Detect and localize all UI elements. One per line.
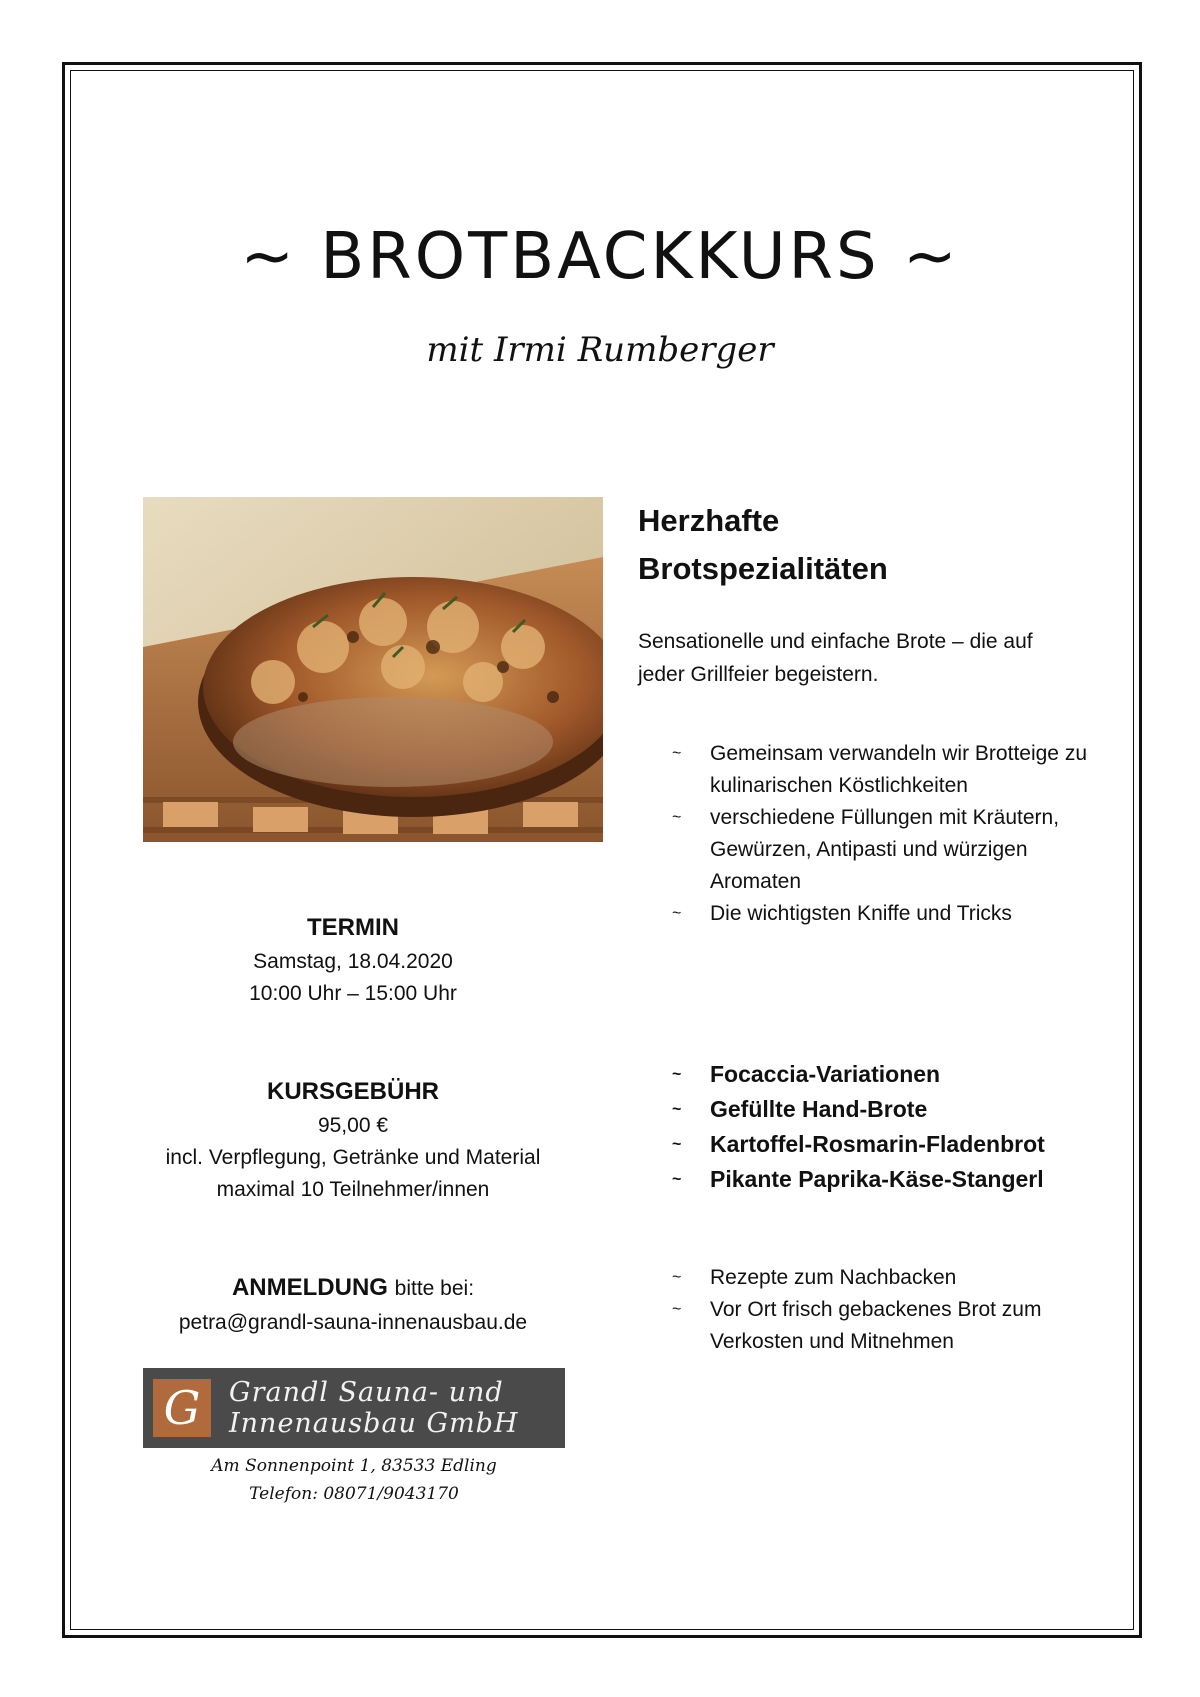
g-logo-icon: G xyxy=(153,1379,211,1437)
company-logo xyxy=(143,1368,565,1448)
termin-label: TERMIN xyxy=(307,914,399,941)
page-title: ~ BROTBACKKURS ~ xyxy=(240,220,960,294)
tilde-bullet-icon: ~ xyxy=(672,1101,682,1118)
list-item: ~ Gemeinsam verwandeln wir Brotteige zu kulinarischen Köstlichkeiten xyxy=(672,738,1092,802)
tilde-bullet-icon: ~ xyxy=(672,1269,682,1286)
heading-line-1: Herzhafte xyxy=(638,503,780,538)
company-address: Am Sonnenpoint 1, 83533 Edling xyxy=(211,1456,497,1476)
heading-line-2: Brotspezialitäten xyxy=(638,551,888,586)
tilde-bullet-icon: ~ xyxy=(672,809,682,826)
list-item: ~ Rezepte zum Nachbacken xyxy=(672,1262,1092,1294)
list-item: ~ verschiedene Füllungen mit Kräutern, Gewürzen, Antipasti und würzigen Aromaten xyxy=(672,802,1092,898)
tilde-bullet-icon: ~ xyxy=(672,745,682,762)
focaccia-bread-photo xyxy=(143,497,603,842)
bread-varieties-list xyxy=(672,1057,1092,1197)
fee-price: 95,00 € xyxy=(317,1114,389,1137)
termin-block xyxy=(143,910,563,1010)
company-name xyxy=(229,1377,519,1439)
termin-time: 10:00 Uhr – 15:00 Uhr xyxy=(249,982,457,1005)
tilde-bullet-icon: ~ xyxy=(672,1171,682,1188)
tilde-bullet-icon: ~ xyxy=(672,905,682,922)
tilde-bullet-icon: ~ xyxy=(672,1301,682,1318)
intro-text: Sensationelle und einfache Brote – die auf jeder Grillfeier begeistern. xyxy=(638,630,1033,686)
extras-list xyxy=(672,1262,1092,1358)
features-list xyxy=(672,738,1092,930)
list-item: ~ Vor Ort frisch gebackenes Brot zum Verkosten und Mitnehmen xyxy=(672,1294,1092,1358)
fee-block xyxy=(143,1074,563,1206)
registration-label: ANMELDUNG xyxy=(231,1274,388,1301)
company-phone: Telefon: 08071/9043170 xyxy=(249,1484,459,1504)
registration-suffix: bitte bei: xyxy=(394,1277,475,1300)
registration-heading xyxy=(143,1270,563,1307)
list-item: ~ Pikante Paprika-Käse-Stangerl xyxy=(672,1162,1092,1197)
tilde-bullet-icon: ~ xyxy=(672,1136,682,1153)
list-item: ~ Kartoffel-Rosmarin-Fladenbrot xyxy=(672,1127,1092,1162)
registration-email[interactable]: petra@grandl-sauna-innenausbau.de xyxy=(178,1311,528,1334)
company-contact xyxy=(143,1452,565,1508)
list-item: ~ Die wichtigsten Kniffe und Tricks xyxy=(672,898,1092,930)
tilde-bullet-icon: ~ xyxy=(672,1066,682,1083)
termin-date: Samstag, 18.04.2020 xyxy=(253,950,453,973)
company-name-line-1: Grandl Sauna- und xyxy=(229,1377,504,1408)
section-heading xyxy=(638,497,1098,593)
list-item: ~ Gefüllte Hand-Brote xyxy=(672,1092,1092,1127)
fee-max-participants: maximal 10 Teilnehmer/innen xyxy=(216,1178,490,1201)
fee-label: KURSGEBÜHR xyxy=(266,1078,439,1105)
list-item: ~ Focaccia-Variationen xyxy=(672,1057,1092,1092)
company-name-line-2: Innenausbau GmbH xyxy=(229,1408,519,1439)
registration-block xyxy=(143,1270,563,1339)
page-subtitle: mit Irmi Rumberger xyxy=(426,330,774,370)
fee-includes: incl. Verpflegung, Getränke und Material xyxy=(165,1146,541,1169)
